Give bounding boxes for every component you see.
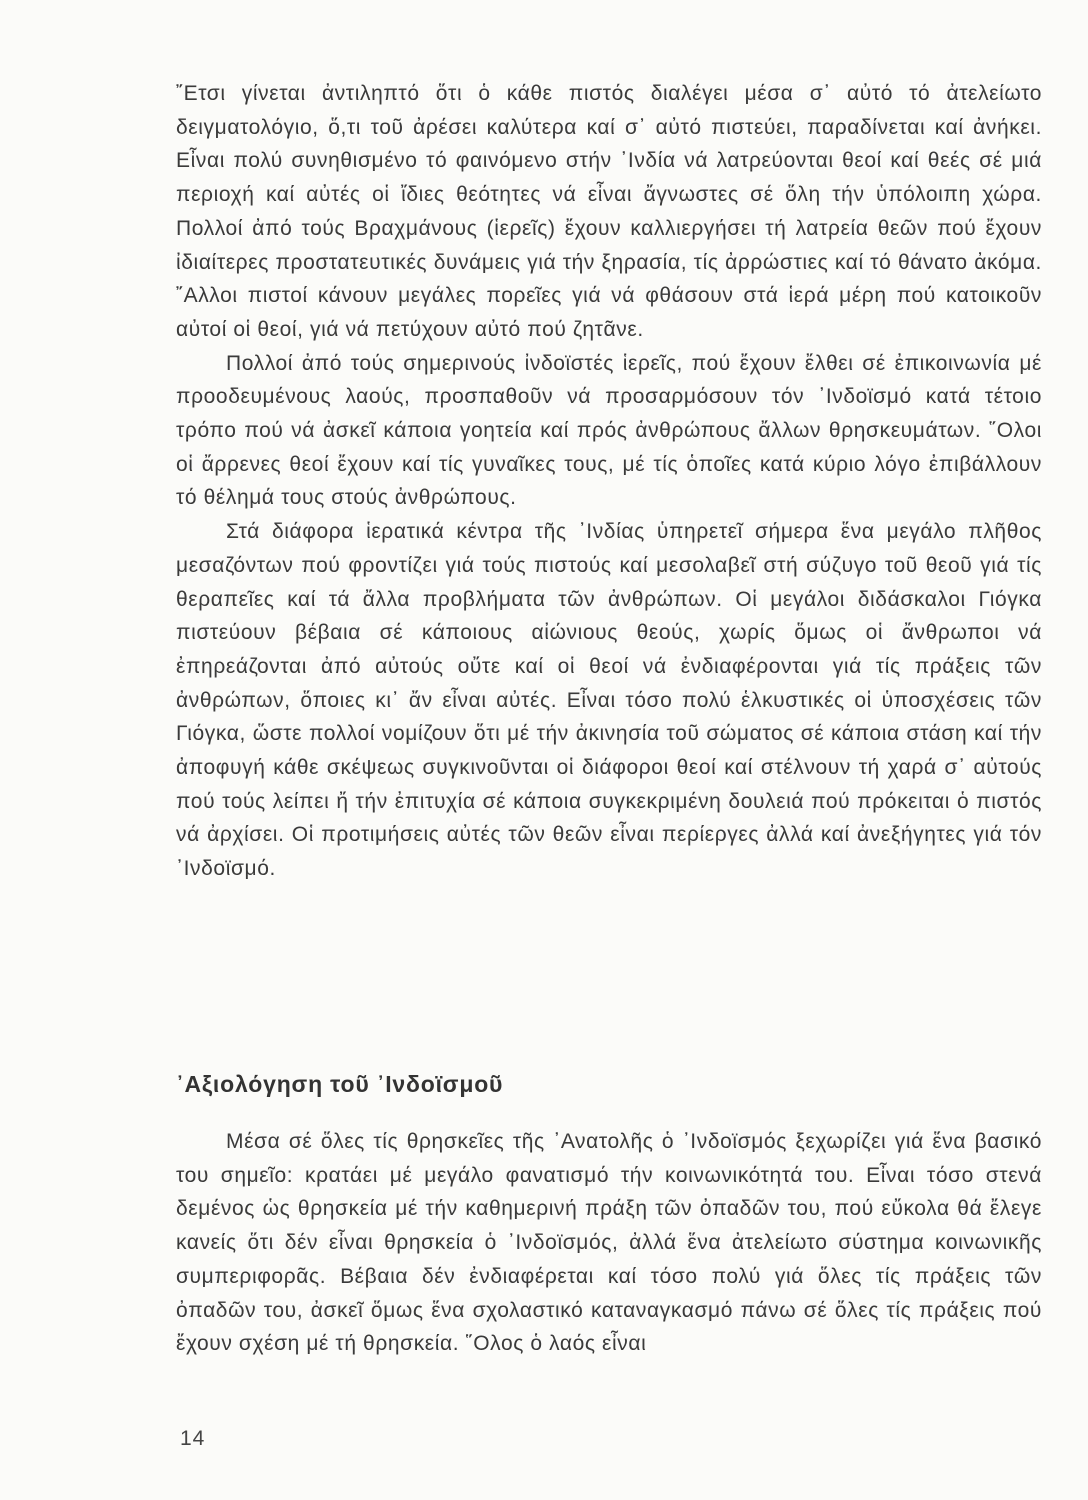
paragraph-1: ῎Ετσι γίνεται ἀντιληπτό ὅτι ὁ κάθε πιστός διαλέγει μέσα σ᾽ αὐτό τό ἀτελείωτο δειγματολόγιο, ὅ,τι τοῦ ἀρέσει καλύτερα καί σ᾽ αὐτό πιστεύει, παραδίνεται καί ἀνήκει. Εἶναι πολύ συνηθισμένο τό φαινόμενο στήν ᾽Ινδία νά λατρεύονται θεοί καί θεές σέ μιά περιοχή καί αὐτές οἱ ἴδιες θεότητες νά εἶναι ἄγνωστες σέ ὅλη τήν ὑπόλοιπη χώρα. Πολλοί ἀπό τούς Βραχμάνους (ἱερεῖς) ἔχουν καλλιεργήσει τή λατρεία θεῶν πού ἔχουν ἰδιαίτερες προστατευτικές δυνάμεις γιά τήν ξηρασία, τίς ἀρρώστιες καί τό θάνατο ἀκόμα. ῎Αλλοι πιστοί κάνουν μεγάλες πορεῖες γιά νά φθάσουν στά ἱερά μέρη πού κατοικοῦν αὐτοί οἱ θεοί, γιά νά πετύχουν αὐτό πού ζητᾶνε.: [176, 82, 1042, 341]
section-two-text: [176, 1125, 1042, 1361]
paragraph-3: Στά διάφορα ἱερατικά κέντρα τῆς ᾽Ινδίας ὑπηρετεῖ σήμερα ἕνα μεγάλο πλῆθος μεσαζόντων πού φροντίζει γιά τούς πιστούς καί μεσολαβεῖ στή σύζυγο τοῦ θεοῦ γιά τίς θεραπεῖες καί τά ἄλλα προβλήματα τῶν ἀνθρώπων. Οἱ μεγάλοι διδάσκαλοι Γιόγκα πιστεύουν βέβαια σέ κάποιους αἰώνιους θεούς, χωρίς ὅμως οἱ ἄνθρωποι νά ἐπηρεάζονται ἀπό αὐτούς οὔτε καί οἱ θεοί νά ἐνδιαφέρονται γιά τίς πράξεις τῶν ἀνθρώπων, ὅποιες κι᾽ ἄν εἶναι αὐτές. Εἶναι τόσο πολύ ἑλκυστικές οἱ ὑποσχέσεις τῶν Γιόγκα, ὥστε πολλοί νομίζουν ὅτι μέ τήν ἀκινησία τοῦ σώματος σέ κάποια στάση καί τήν ἀποφυγή κάθε σκέψεως συγκινοῦνται οἱ διάφοροι θεοί καί στέλνουν τή χαρά σ᾽ αὐτούς πού τούς λείπει ἤ τήν ἐπιτυχία σέ κάποια συγκεκριμένη δουλειά πού πρόκειται ὁ πιστός νά ἀρχίσει. Οἱ προτιμήσεις αὐτές τῶν θεῶν εἶναι περίεργες ἀλλά καί ἀνεξήγητες γιά τόν ᾽Ινδοϊσμό.: [176, 520, 1042, 881]
page-number: 14: [180, 1427, 206, 1450]
paragraph-4: Μέσα σέ ὅλες τίς θρησκεῖες τῆς ᾽Ανατολῆς ὁ ᾽Ινδοϊσμός ξεχωρίζει γιά ἕνα βασικό του σημεῖο: κρατάει μέ μεγάλο φανατισμό τήν κοινωνικότητά του. Εἶναι τόσο στενά δεμένος ὡς θρησκεία μέ τήν καθημερινή πράξη τῶν ὀπαδῶν του, πού εὔκολα θά ἔλεγε κανείς ὅτι δέν εἶναι θρησκεία ὁ ᾽Ινδοϊσμός, ἀλλά ἕνα ἀτελείωτο σύστημα κοινωνικῆς συμπεριφορᾶς. Βέβαια δέν ἐνδιαφέρεται καί τόσο πολύ γιά ὅλες τίς πράξεις τῶν ὀπαδῶν του, ἀσκεῖ ὅμως ἕνα σχολαστικό καταναγκασμό πάνω σέ ὅλες τίς πράξεις πού ἔχουν σχέση μέ τή θρησκεία. ῞Ολος ὁ λαός εἶναι: [176, 1130, 1042, 1356]
section-heading: ᾽Αξιολόγηση τοῦ ᾽Ινδοϊσμοῦ: [176, 1071, 504, 1097]
section-one-text: [176, 77, 1042, 886]
paragraph-2: Πολλοί ἀπό τούς σημερινούς ἰνδοϊστές ἱερεῖς, πού ἔχουν ἔλθει σέ ἐπικοινωνία μέ προοδευμένους λαούς, προσπαθοῦν νά προσαρμόσουν τόν ᾽Ινδοϊσμό κατά τέτοιο τρόπο πού νά ἀσκεῖ κάποια γοητεία καί πρός ἀνθρώπους ἄλλων θρησκευμάτων. ῞Ολοι οἱ ἄρρενες θεοί ἔχουν καί τίς γυναῖκες τους, μέ τίς ὁποῖες κατά κύριο λόγο ἐπιβάλλουν τό θέλημά τους στούς ἀνθρώπους.: [176, 351, 1042, 510]
